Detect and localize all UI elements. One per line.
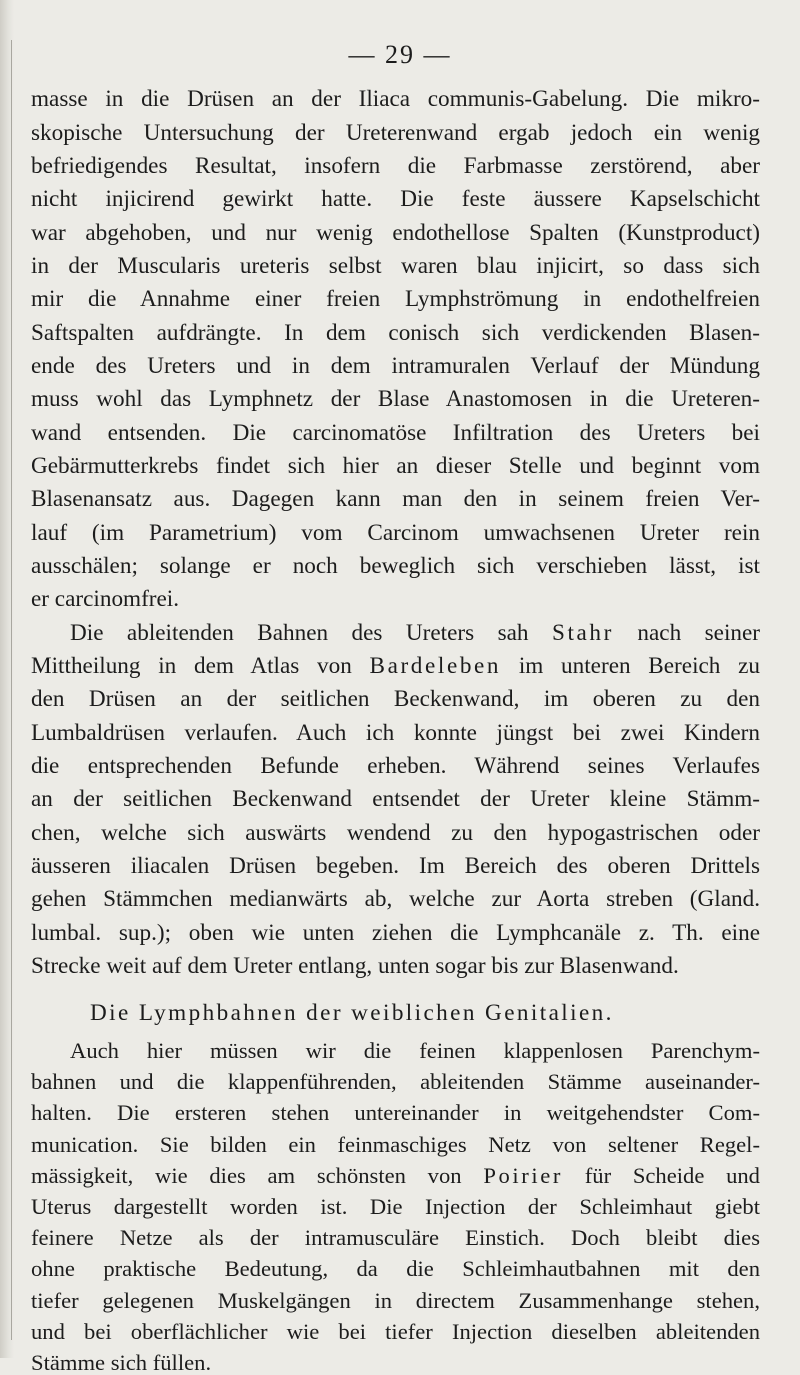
author-name-bardeleben: Bardeleben (369, 653, 502, 679)
text-line: masse in die Drüsen an der Iliaca communis-Gabelung. Die mikro- (31, 86, 760, 112)
text-segment: Die ableitenden Bahnen des Ureters sah (70, 620, 529, 646)
text-line: lumbal. sup.); oben wie unten ziehen die Lymphcanäle z. Th. eine (31, 920, 760, 946)
text-line (31, 1162, 760, 1188)
text-line: ende des Ureters und in dem intramuralen Verlauf der Mündung (31, 353, 760, 379)
text-line: nicht injicirend gewirkt hatte. Die feste äussere Kapselschicht (31, 186, 760, 212)
text-line: gehen Stämmchen medianwärts ab, welche zur Aorta streben (Gland. (31, 886, 760, 912)
text-line: feinere Netze als der intramusculäre Einstich. Doch bleibt dies (31, 1225, 760, 1251)
text-line: und bei oberflächlicher wie bei tiefer Injection dieselben ableitenden (31, 1318, 760, 1344)
section-heading: Die Lymphbahnen der weiblichen Genitalien. (90, 1000, 614, 1026)
text-line: chen, welche sich auswärts wendend zu den hypogastrischen oder (31, 820, 760, 846)
text-line: äusseren iliacalen Drüsen begeben. Im Bereich des oberen Drittels (31, 853, 760, 879)
text-line: in der Muscularis ureteris selbst waren blau injicirt, so dass sich (31, 253, 760, 279)
text-line: an der seitlichen Beckenwand entsendet der Ureter kleine Stämm- (31, 786, 760, 812)
text-line: ausschälen; solange er noch beweglich sich verschieben lässt, ist (31, 553, 760, 579)
text-segment: für Scheide und (584, 1162, 760, 1188)
text-segment: Mittheilung in dem Atlas von (31, 653, 352, 679)
text-line: munication. Sie bilden ein feinmaschiges Netz von seltener Regel- (31, 1131, 760, 1157)
binding-edge (11, 40, 12, 1340)
text-line: halten. Die ersteren stehen untereinander in weitgehendster Com- (31, 1100, 760, 1126)
text-line: Stämme sich füllen. (31, 1350, 212, 1375)
text-line: lauf (im Parametrium) vom Carcinom umwachsenen Ureter rein (31, 520, 760, 546)
text-line: bahnen und die klappenführenden, ableitenden Stämme auseinander- (31, 1069, 760, 1095)
text-line: war abgehoben, und nur wenig endothellose Spalten (Kunstproduct) (31, 220, 760, 246)
text-line: den Drüsen an der seitlichen Beckenwand, im oberen zu den (31, 686, 760, 712)
author-name-poirier: Poirier (483, 1162, 564, 1188)
text-line: er carcinomfrei. (31, 586, 180, 612)
text-segment: im unteren Bereich zu (518, 653, 761, 679)
text-line: die entsprechenden Befunde erheben. Während seines Verlaufes (31, 753, 760, 779)
text-line: muss wohl das Lymphnetz der Blase Anastomosen in die Ureteren- (31, 386, 760, 412)
text-line: Auch hier müssen wir die feinen klappenlosen Parenchym- (70, 1038, 760, 1063)
text-line (31, 655, 760, 678)
text-line: Gebärmutterkrebs findet sich hier an dieser Stelle und beginnt vom (31, 453, 760, 479)
text-line: mir die Annahme einer freien Lymphströmung in endothelfreien (31, 286, 760, 312)
text-line: wand entsenden. Die carcinomatöse Infiltration des Ureters bei (31, 420, 760, 446)
text-line: Strecke weit auf dem Ureter entlang, unten sogar bis zur Blasenwand. (31, 953, 679, 979)
author-name-stahr: Stahr (552, 620, 614, 646)
text-line: tiefer gelegenen Muskelgängen in directem Zusammenhange stehen, (31, 1287, 760, 1313)
text-line: Blasenansatz aus. Dagegen kann man den in seinem freien Ver- (31, 486, 760, 512)
text-line: befriedigendes Resultat, insofern die Farbmasse zerstörend, aber (31, 153, 760, 179)
text-line: skopische Untersuchung der Ureterenwand ergab jedoch ein wenig (31, 120, 760, 146)
text-segment: mässigkeit, wie dies am schönsten von (31, 1162, 462, 1188)
text-line: Saftspalten aufdrängte. In dem conisch sich verdickenden Blasen- (31, 320, 760, 346)
page-number: — 29 — (348, 40, 452, 69)
text-line: Lumbaldrüsen verlaufen. Auch ich konnte jüngst bei zwei Kindern (31, 720, 760, 746)
text-line: Uterus dargestellt worden ist. Die Injection der Schleimhaut giebt (31, 1194, 760, 1219)
text-line: ohne praktische Bedeutung, da die Schleimhautbahnen mit den (31, 1256, 760, 1282)
text-line (70, 622, 760, 645)
text-segment: nach seiner (637, 620, 761, 646)
